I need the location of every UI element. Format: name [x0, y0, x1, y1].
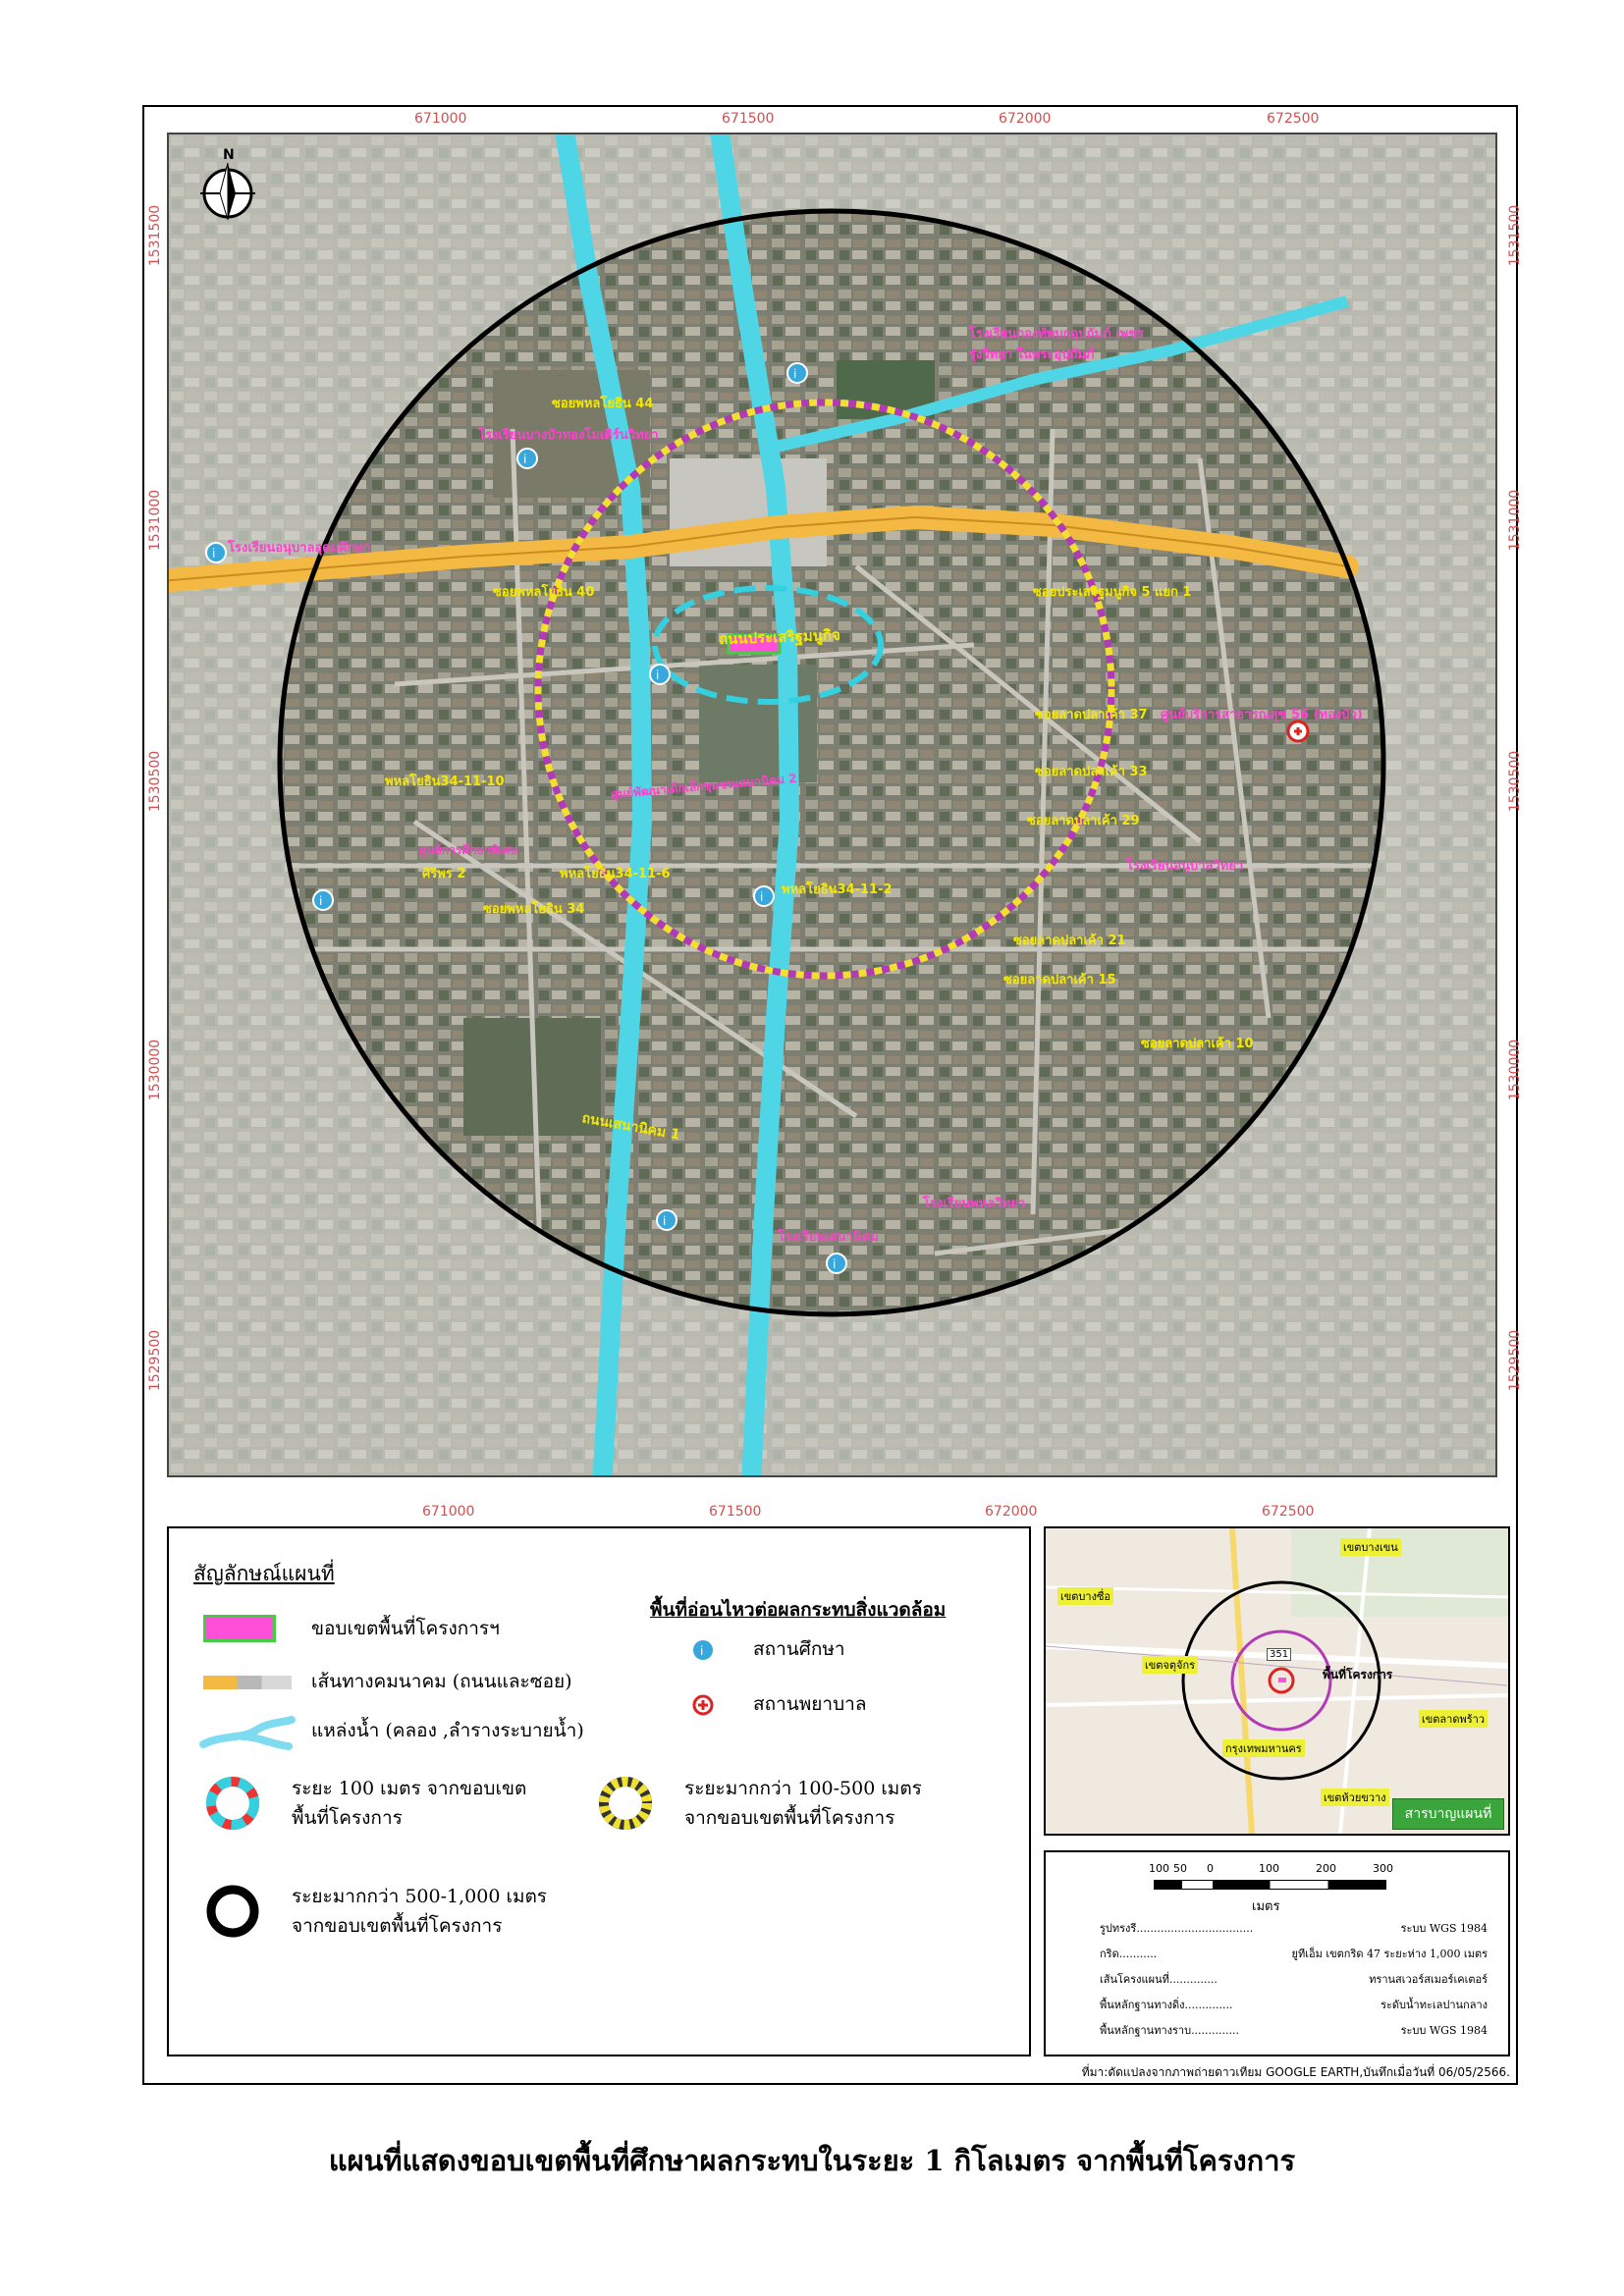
- place-label: ศูนย์พัฒนาเด็กเล็กชุมชนเสนานิคม 2: [610, 771, 798, 802]
- ring500-swatch: [596, 1774, 655, 1833]
- road-swatch: [203, 1676, 292, 1689]
- inset-district: เขตจตุจักร: [1142, 1656, 1198, 1674]
- road-label: ซอยพหลโยธิน 34: [483, 902, 585, 917]
- page-title: แผนที่แสดงขอบเขตพื้นที่ศึกษาผลกระทบในระยะ 1 กิโลเมตร จากพื้นที่โครงการ: [328, 2144, 1296, 2177]
- scale-tick: 50: [1173, 1862, 1187, 1875]
- road-label: ซอยพหลโยธิน 40: [493, 585, 595, 600]
- coord-top-4: 672500: [1267, 111, 1320, 127]
- inset-district: เขตบางซื่อ: [1057, 1587, 1113, 1605]
- legend-ring1000-1: ระยะมากกว่า 500-1,000 เมตร: [292, 1886, 548, 1907]
- svg-text:i: i: [319, 894, 323, 908]
- place-label: โรงเรียนพหลวิทยา: [923, 1197, 1026, 1211]
- info-vertical-datum: พื้นหลักฐานทางดิ่ง.............. ระดับน้ำทะเลปานกลาง: [1100, 1999, 1488, 2011]
- school-icon: [691, 1638, 715, 1662]
- scale-unit: เมตร: [1252, 1899, 1280, 1914]
- coord-right-5: 1529500: [1507, 1329, 1524, 1392]
- school-icon[interactable]: [313, 890, 333, 910]
- coord-right-2: 1531000: [1507, 489, 1524, 552]
- school-icon[interactable]: [787, 363, 807, 383]
- road-label: ซอยลาดปลาเค้า 10: [1141, 1037, 1254, 1051]
- ring1000-swatch: [203, 1882, 262, 1941]
- coord-bottom-1: 671000: [422, 1504, 475, 1520]
- north-label: N: [223, 147, 235, 163]
- inset-district: เขตห้วยขวาง: [1321, 1789, 1389, 1806]
- coord-right-1: 1531500: [1507, 204, 1524, 267]
- place-label: โรงเรียนอนุบาลวิทยา: [1126, 859, 1244, 874]
- coord-left-1: 1531500: [147, 204, 164, 267]
- road-label: ถนนเสนานิคม 1: [580, 1110, 681, 1144]
- svg-text:i: i: [793, 367, 797, 381]
- coord-left-3: 1530500: [147, 750, 164, 813]
- map-index-button[interactable]: สารบาญแผนที่: [1392, 1798, 1504, 1830]
- school-icon[interactable]: [657, 1210, 677, 1230]
- road-label: ซอยลาดปลาเค้า 21: [1013, 934, 1126, 948]
- school-icon[interactable]: [754, 886, 774, 906]
- inset-shield: 351: [1267, 1648, 1291, 1661]
- coord-top-1: 671000: [414, 111, 467, 127]
- svg-text:i: i: [700, 1644, 704, 1658]
- svg-text:i: i: [760, 890, 764, 904]
- coord-left-4: 1530000: [147, 1039, 164, 1101]
- legend-ring500-2: จากขอบเขตพื้นที่โครงการ: [684, 1807, 895, 1829]
- road-label: พหลโยธิน34-11-6: [560, 867, 671, 881]
- scale-tick: 100: [1259, 1862, 1279, 1875]
- scale-tick: 200: [1316, 1862, 1336, 1875]
- road-label: ซอยลาดปลาเค้า 29: [1027, 814, 1140, 828]
- legend-ring100-2: พื้นที่โครงการ: [292, 1807, 403, 1829]
- coord-left-5: 1529500: [147, 1329, 164, 1392]
- place-label: โรงเรียนบางบัวทองโมเดิร์นวิทยา: [478, 428, 659, 443]
- coord-bottom-3: 672000: [985, 1504, 1038, 1520]
- info-horizontal-datum: พื้นหลักฐานทางราบ.............. ระบบ WGS 1984: [1100, 2024, 1488, 2037]
- hospital-icon: [691, 1693, 715, 1717]
- scale-tick: 100: [1149, 1862, 1169, 1875]
- coord-right-4: 1530000: [1507, 1039, 1524, 1101]
- inset-project-label: พื้นที่โครงการ: [1323, 1668, 1393, 1682]
- coord-bottom-4: 672500: [1262, 1504, 1315, 1520]
- inset-district: เขตบางเขน: [1340, 1538, 1401, 1556]
- source-note: ที่มา:ดัดแปลงจากภาพถ่ายดาวเทียม GOOGLE EARTH,บันทึกเมื่อวันที่ 06/05/2566.: [1081, 2065, 1510, 2079]
- scale-tick: 300: [1373, 1862, 1393, 1875]
- coord-right-3: 1530500: [1507, 750, 1524, 813]
- sensitive-title: พื้นที่อ่อนไหวต่อผลกระทบสิ่งแวดล้อม: [650, 1599, 947, 1621]
- road-label: ซอยลาดปลาเค้า 15: [1003, 973, 1116, 988]
- legend-panel: [167, 1526, 1031, 2056]
- legend-title: สัญลักษณ์แผนที่: [193, 1562, 335, 1585]
- school-icon[interactable]: [827, 1254, 846, 1273]
- water-swatch: [198, 1715, 297, 1754]
- svg-text:i: i: [212, 547, 216, 561]
- main-map[interactable]: [167, 133, 1497, 1477]
- legend-roads: เส้นทางคมนาคม (ถนนและซอย): [311, 1671, 572, 1692]
- legend-ring500-1: ระยะมากกว่า 100-500 เมตร: [684, 1778, 922, 1799]
- place-label: โรงเรียนเสนานิคม: [778, 1230, 879, 1245]
- svg-text:i: i: [833, 1257, 837, 1271]
- road-label: ซอยลาดปลาเค้า 37: [1035, 708, 1148, 722]
- project-area-swatch: [203, 1615, 276, 1642]
- coord-left-2: 1531000: [147, 489, 164, 552]
- coord-top-3: 672000: [999, 111, 1052, 127]
- road-label: ถนนประเสริฐมนูกิจ: [718, 625, 841, 649]
- school-icon[interactable]: [206, 543, 226, 562]
- place-label: โรงเรียนอนุบาลอุดมศึกษา: [228, 541, 371, 556]
- road-label: ซอยลาดปลาเค้า 33: [1035, 765, 1148, 779]
- map-canvas: [169, 134, 1495, 1475]
- inset-map[interactable]: [1044, 1526, 1510, 1836]
- place-label: ศูนย์การศึกษาพิเศษ: [419, 843, 518, 857]
- legend-project-area: ขอบเขตพื้นที่โครงการฯ: [311, 1618, 500, 1639]
- road-label: ซอยประเสริฐมนูกิจ 5 แยก 1: [1033, 585, 1192, 600]
- info-grid: กริด........... ยูทีเอ็ม เขตกริด 47 ระยะห่าง 1,000 เมตร: [1100, 1948, 1488, 1960]
- ring100-swatch: [203, 1774, 262, 1833]
- inset-canvas: [1046, 1528, 1508, 1834]
- school-icon[interactable]: [650, 665, 670, 684]
- road-label: พหลโยธิน34-11-10: [385, 774, 505, 789]
- road-label: ศิริพร 2: [422, 867, 466, 881]
- road-label: ซอยพหลโยธิน 44: [552, 397, 654, 411]
- place-label: โรงเรียนกองทัพบกอุปถัมภ์ เพชรรุ่งวิทยา ในพระอุปถัมภ์: [969, 327, 1144, 362]
- hospital-icon[interactable]: [1288, 721, 1308, 741]
- legend-hospital: สถานพยาบาล: [753, 1693, 867, 1715]
- inset-district: เขตลาดพร้าว: [1419, 1710, 1488, 1728]
- scale-bar: [1154, 1880, 1386, 1890]
- road-label: พหลโยธิน34-11-2: [782, 882, 893, 897]
- info-ellipsoid: รูปทรงรี.................................. ระบบ WGS 1984: [1100, 1922, 1488, 1935]
- svg-text:i: i: [523, 453, 527, 466]
- info-projection: เส้นโครงแผนที่.............. ทรานสเวอร์สเมอร์เคเตอร์: [1100, 1973, 1488, 1986]
- school-icon[interactable]: [517, 449, 537, 468]
- svg-text:i: i: [663, 1214, 667, 1228]
- inset-district: กรุงเทพมหานคร: [1222, 1739, 1305, 1757]
- legend-school: สถานศึกษา: [753, 1638, 845, 1660]
- scale-tick: 0: [1207, 1862, 1214, 1875]
- legend-ring100-1: ระยะ 100 เมตร จากขอบเขต: [292, 1778, 527, 1799]
- coord-bottom-2: 671500: [709, 1504, 762, 1520]
- legend-water: แหล่งน้ำ (คลอง ,ลำรางระบายน้ำ): [311, 1720, 584, 1741]
- svg-text:i: i: [656, 668, 660, 682]
- legend-ring1000-2: จากขอบเขตพื้นที่โครงการ: [292, 1915, 503, 1937]
- coord-top-2: 671500: [722, 111, 775, 127]
- map-info-panel: [1044, 1850, 1510, 2056]
- place-label: ศูนย์บริการสาธารณสุข 56 (ทองบัว): [1161, 708, 1363, 722]
